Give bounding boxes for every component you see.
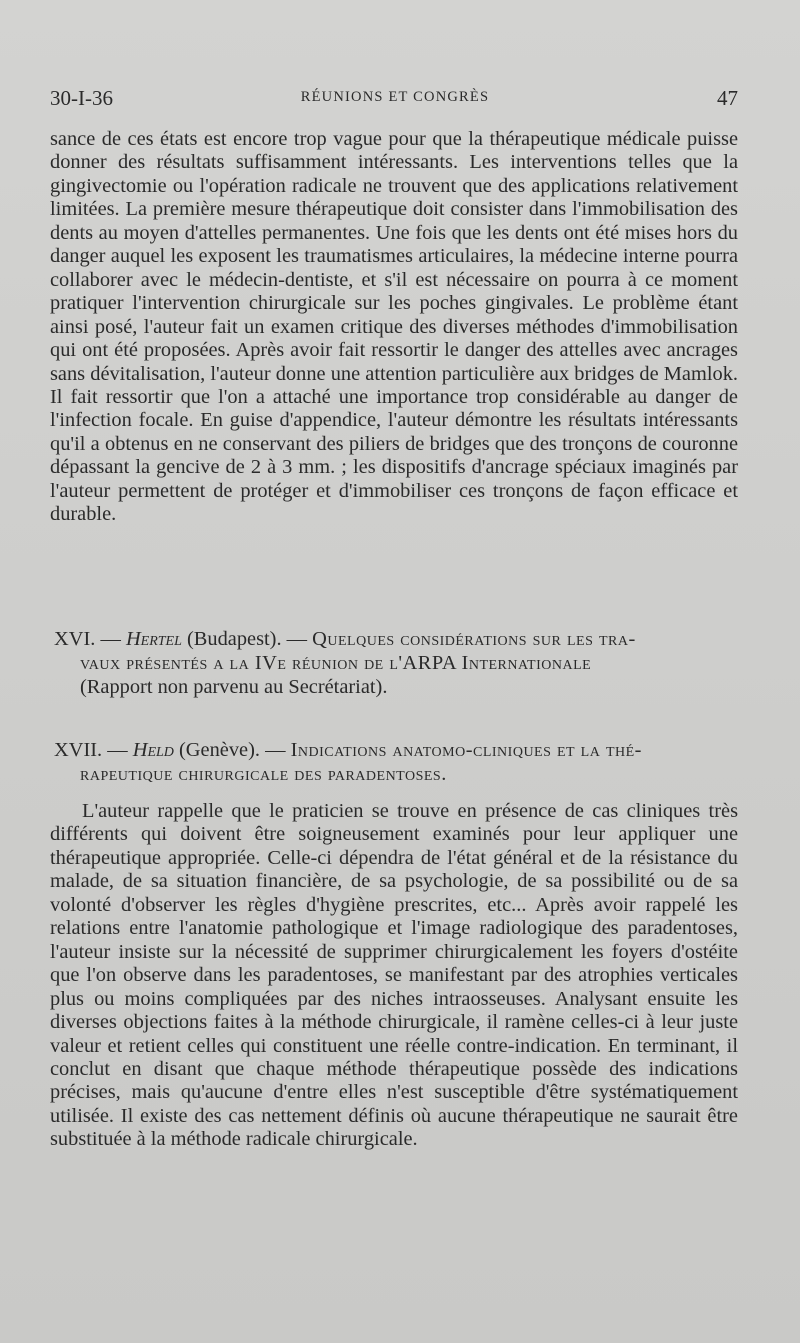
- entry-author: Hertel: [125, 628, 182, 650]
- entry-xvii: [50, 738, 738, 786]
- running-title: RÉUNIONS ET CONGRÈS: [300, 89, 490, 105]
- header-date: 30-I-36: [50, 86, 113, 110]
- entry-place: (Genève).: [173, 739, 260, 761]
- entry-dash: —: [102, 739, 133, 761]
- paragraph-xvii-summary: [50, 800, 738, 1152]
- entry-note: (Rapport non parvenu au Secrétariat).: [80, 676, 388, 698]
- entry-dash-2: —: [286, 628, 313, 650]
- entry-place: (Budapest).: [181, 628, 282, 650]
- paragraph-text: L'auteur rappelle que le praticien se trouve en présence de cas cliniques très différents qui doivent être soigneusement examinés pour leur appliquer une thérapeutique appropriée. Celle-ci dépendra de l'état général et de la résistance du malade, de sa situation financière, de sa psychologie, de sa possibilité ou de sa volonté d'observer les règles d'hygiène prescrites, etc... Après avoir rappelé les relations entre l'anatomie pathologique et l'image radiologique des paradentoses, l'auteur insiste sur la nécessité de supprimer chirurgicalement les foyers d'ostéite que l'on observe dans les paradentoses, se manifestant par des atrophies verticales plus ou moins compliquées par des niches intraosseuses. Analysant ensuite les diverses objections faites à la méthode chirurgicale, il ramène celles-ci à leur juste valeur et retient celles qui constituent une réelle contre-indication. En terminant, il conclut en disant que chaque méthode thérapeutique possède des indications précises, mais qu'aucune d'entre elles n'est susceptible d'être systématiquement utilisée. Il existe des cas nettement définis où aucune thérapeutique ne saurait être substituée à la méthode radicale chirurgicale.: [50, 800, 738, 1151]
- entry-title-line2: vaux présentés a la IVe réunion de l'ARPA Internationale: [80, 652, 592, 674]
- entry-title-line2: rapeutique chirurgicale des paradentoses.: [80, 763, 447, 785]
- page-number: 47: [717, 86, 738, 110]
- entry-dash-2: —: [265, 739, 291, 761]
- page-header: [50, 86, 740, 114]
- entry-title-line1: Indications anatomo-cliniques et la thé-: [290, 739, 642, 761]
- entry-number: XVII.: [54, 739, 103, 761]
- paragraph-text: sance de ces états est encore trop vague pour que la thérapeutique médicale puisse donner des résultats suffisamment intéressants. Les interventions telles que la gingivectomie ou l'opération radicale ne trouvent que des applications relativement limitées. La première mesure thérapeutique doit consister dans l'immobilisation des dents au moyen d'attelles permanentes. Une fois que les dents ont été mises hors du danger auquel les exposent les traumatismes articulaires, la médecine interne pourra collaborer avec le médecin-dentiste, et s'il est nécessaire on pourra à ce moment pratiquer l'intervention chirurgicale sur les poches gingivales. Le problème étant ainsi posé, l'auteur fait un examen critique des diverses méthodes d'immobilisation qui ont été proposées. Après avoir fait ressortir le danger des attelles avec ancrages sans dévitalisation, l'auteur donne une attention particulière aux bridges de Mamlok. Il fait ressortir que l'on a attaché une importance trop considérable au danger de l'infection focale. En guise d'appendice, l'auteur démontre les résultats intéressants qu'il a obtenus en ne conservant des piliers de bridges que des tronçons de couronne dépassant la gencive de 2 à 3 mm. ; les dispositifs d'ancrage spéciaux imaginés par l'auteur permettent de protéger et d'immobiliser ces tronçons de façon efficace et durable.: [50, 128, 738, 526]
- entry-title-line1: Quelques considérations sur les tra-: [312, 628, 636, 650]
- entry-xvi: [50, 627, 738, 699]
- paragraph-continued: [50, 128, 738, 527]
- entry-number: XVI.: [54, 628, 96, 650]
- entry-dash: —: [95, 628, 126, 650]
- entry-author: Held: [132, 739, 174, 761]
